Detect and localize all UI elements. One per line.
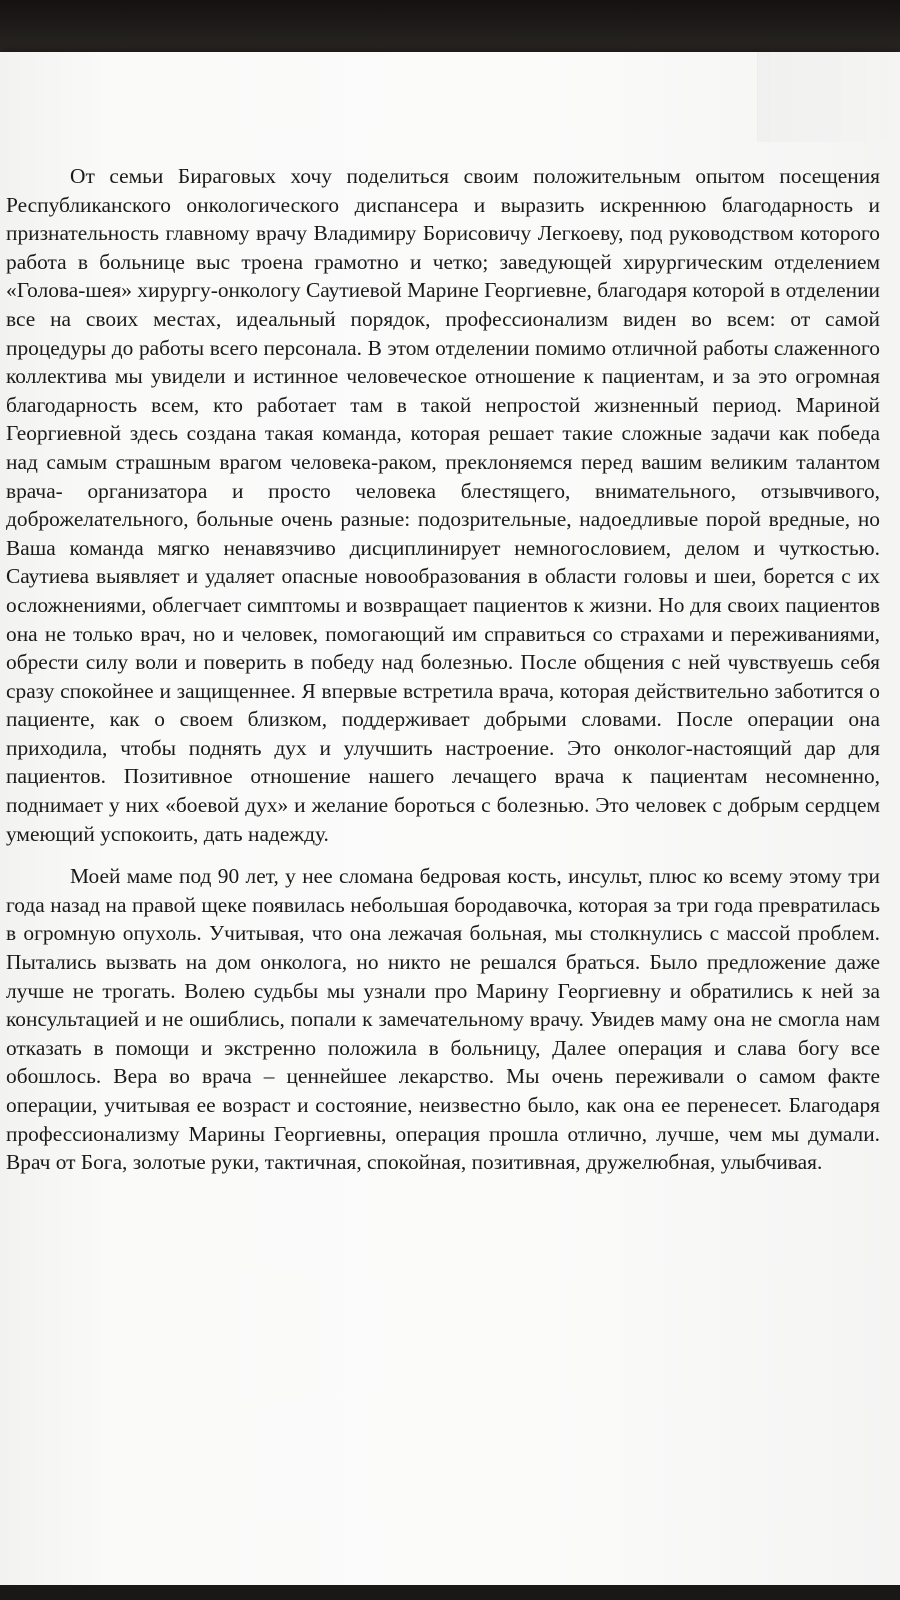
letter-body [6,162,880,1177]
paper-crease [757,52,900,142]
photo-background-bottom [0,1585,900,1600]
letter-paragraph-2: Моей маме под 90 лет, у нее сломана бедровая кость, инсульт, плюс ко всему этому три года назад на правой щеке появилась небольшая бородавочка, которая за три года превратилась в огромную опухоль. Учитывая, что она лежачая больная, мы столкнулись с массой проблем. Пытались вызвать на дом онколога, но никто не решался браться. Было предложение даже лучше не трогать. Волею судьбы мы узнали про Марину Георгиевну и обратились к ней за консультацией и не ошиблись, попали к замечательному врачу. Увидев маму она не смогла нам отказать в помощи и экстренно положила в больницу, Далее операция и слава богу все обошлось. Вера во врача – ценнейшее лекарство. Мы очень переживали о самом факте операции, учитывая ее возраст и состояние, неизвестно было, как она ее перенесет. Благодаря профессионализму Марины Георгиевны, операция прошла отлично, лучше, чем мы думали. Врач от Бога, золотые руки, тактичная, спокойная, позитивная, дружелюбная, улыбчивая. [6,864,880,1175]
letter-page [0,52,900,1588]
photo-background-top [0,0,900,60]
letter-paragraph-1: От семьи Бираговых хочу поделиться своим положительным опытом посещения Республиканского онкологического диспансера и выразить искреннюю благодарность и признательность главному врачу Владимиру Борисовичу Легкоеву, под руководством которого работа в больнице выс троена грамотно и четко; заведующей хирургическим отделением «Голова-шея» хирургу-онкологу Саутиевой Марине Георгиевне, благодаря которой в отделении все на своих местах, идеальный порядок, профессионализм виден во всем: от самой процедуры до работы всего персонала. В этом отделении помимо отличной работы слаженного коллектива мы увидели и истинное человеческое отношение к пациентам, и за это огромная благодарность всем, кто работает там в такой непростой жизненный период. Мариной Георгиевной здесь создана такая команда, которая решает такие сложные задачи как победа над самым страшным врагом человека-раком, преклоняемся перед вашим великим талантом врача- организатора и просто человека блестящего, внимательного, отзывчивого, доброжелательного, больные очень разные: подозрительные, надоедливые порой вредные, но Ваша команда мягко ненавязчиво дисциплинирует немногословием, делом и чуткостью. Саутиева выявляет и удаляет опасные новообразования в области головы и шеи, борется с их осложнениями, облегчает симптомы и возвращает пациентов к жизни. Но для своих пациентов она не только врач, но и человек, помогающий им справиться со страхами и переживаниями, обрести силу воли и поверить в победу над болезнью. После общения с ней чувствуешь себя сразу спокойнее и защищеннее. Я впервые встретила врача, которая действительно заботится о пациенте, как о своем близком, поддерживает добрыми словами. После операции она приходила, чтобы поднять дух и улучшить настроение. Это онколог-настоящий дар для пациентов. Позитивное отношение нашего лечащего врача к пациентам несомненно, поднимает у них «боевой дух» и желание бороться с болезнью. Это человек с добрым сердцем умеющий успокоить, дать надежду. [6,164,880,846]
